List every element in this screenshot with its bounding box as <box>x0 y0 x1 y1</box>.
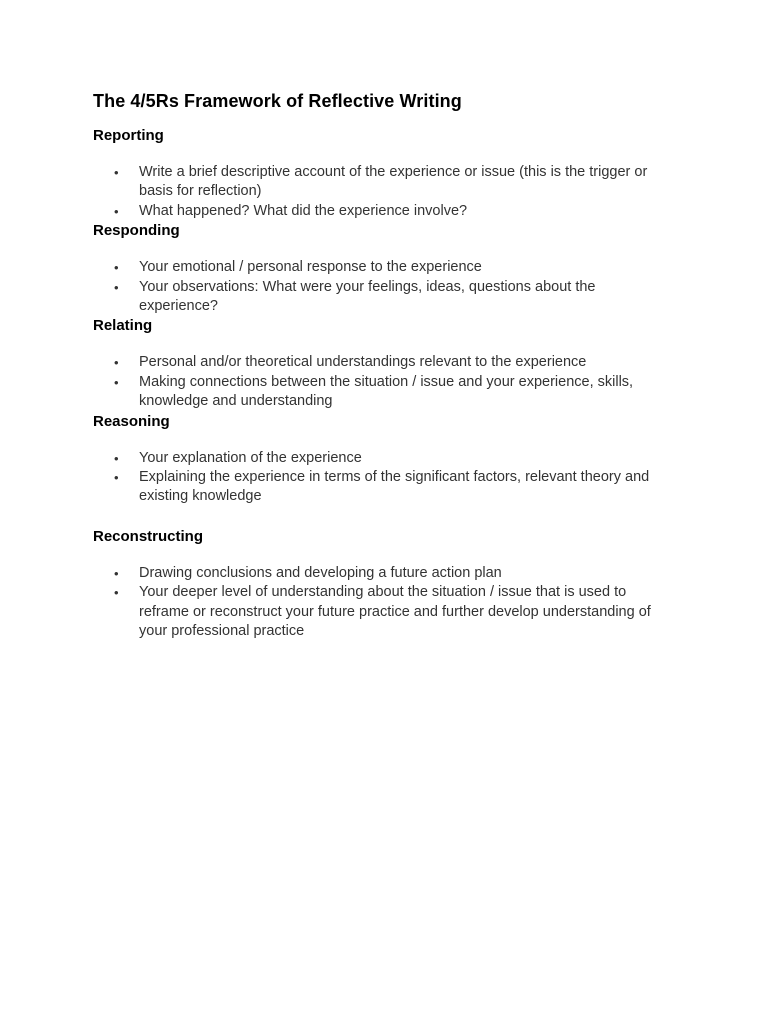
section-heading: Reconstructing <box>93 527 204 545</box>
section-relating <box>93 316 678 411</box>
list-item <box>93 373 678 412</box>
bullet-icon: • <box>114 565 119 581</box>
list-item <box>93 583 678 641</box>
list-item-text: Your observations: What were your feelings, ideas, questions about the experience? <box>139 278 596 315</box>
list-item-text: Your emotional / personal response to the experience <box>139 259 482 276</box>
bullet-icon: • <box>114 355 119 371</box>
list-item-text: Drawing conclusions and developing a future action plan <box>139 564 502 581</box>
section-reasoning <box>93 412 678 507</box>
bullet-list <box>93 163 678 221</box>
section-heading: Reasoning <box>93 412 170 430</box>
section-heading: Reporting <box>93 127 164 144</box>
bullet-icon: • <box>114 374 119 390</box>
document-title: The 4/5Rs Framework of Reflective Writing <box>93 91 462 111</box>
section-reconstructing <box>93 527 678 642</box>
bullet-list <box>93 258 678 316</box>
bullet-icon: • <box>114 203 119 219</box>
bullet-icon: • <box>114 450 119 466</box>
list-item-text: What happened? What did the experience involve? <box>139 202 468 219</box>
list-item <box>93 468 678 507</box>
bullet-list <box>93 449 678 507</box>
list-item <box>93 564 678 583</box>
section-heading: Responding <box>93 222 180 240</box>
section-heading: Relating <box>93 317 153 335</box>
bullet-icon: • <box>114 585 119 601</box>
bullet-list <box>93 353 678 411</box>
list-item-text: Write a brief descriptive account of the experience or issue (this is the trigger or basis for reflection) <box>139 164 648 200</box>
section-reporting <box>93 126 678 221</box>
bullet-list <box>93 564 678 642</box>
list-item <box>93 258 678 277</box>
list-item-text: Personal and/or theoretical understandings relevant to the experience <box>139 354 587 371</box>
bullet-icon: • <box>114 470 119 486</box>
list-item-text: Making connections between the situation / issue and your experience, skills, knowledge and understanding <box>139 373 634 410</box>
list-item-text: Your explanation of the experience <box>139 449 362 466</box>
list-item <box>93 449 678 468</box>
list-item-text: Your deeper level of understanding about the situation / issue that is used to reframe or reconstruct your future practice and further develop understanding of your professional practice <box>139 584 651 640</box>
section-responding <box>93 221 678 316</box>
list-item <box>93 353 678 372</box>
list-item <box>93 163 678 202</box>
list-item <box>93 278 678 317</box>
bullet-icon: • <box>114 279 119 295</box>
bullet-icon: • <box>114 165 119 180</box>
list-item <box>93 202 678 221</box>
bullet-icon: • <box>114 260 119 276</box>
list-item-text: Explaining the experience in terms of the significant factors, relevant theory and existing knowledge <box>139 469 650 505</box>
